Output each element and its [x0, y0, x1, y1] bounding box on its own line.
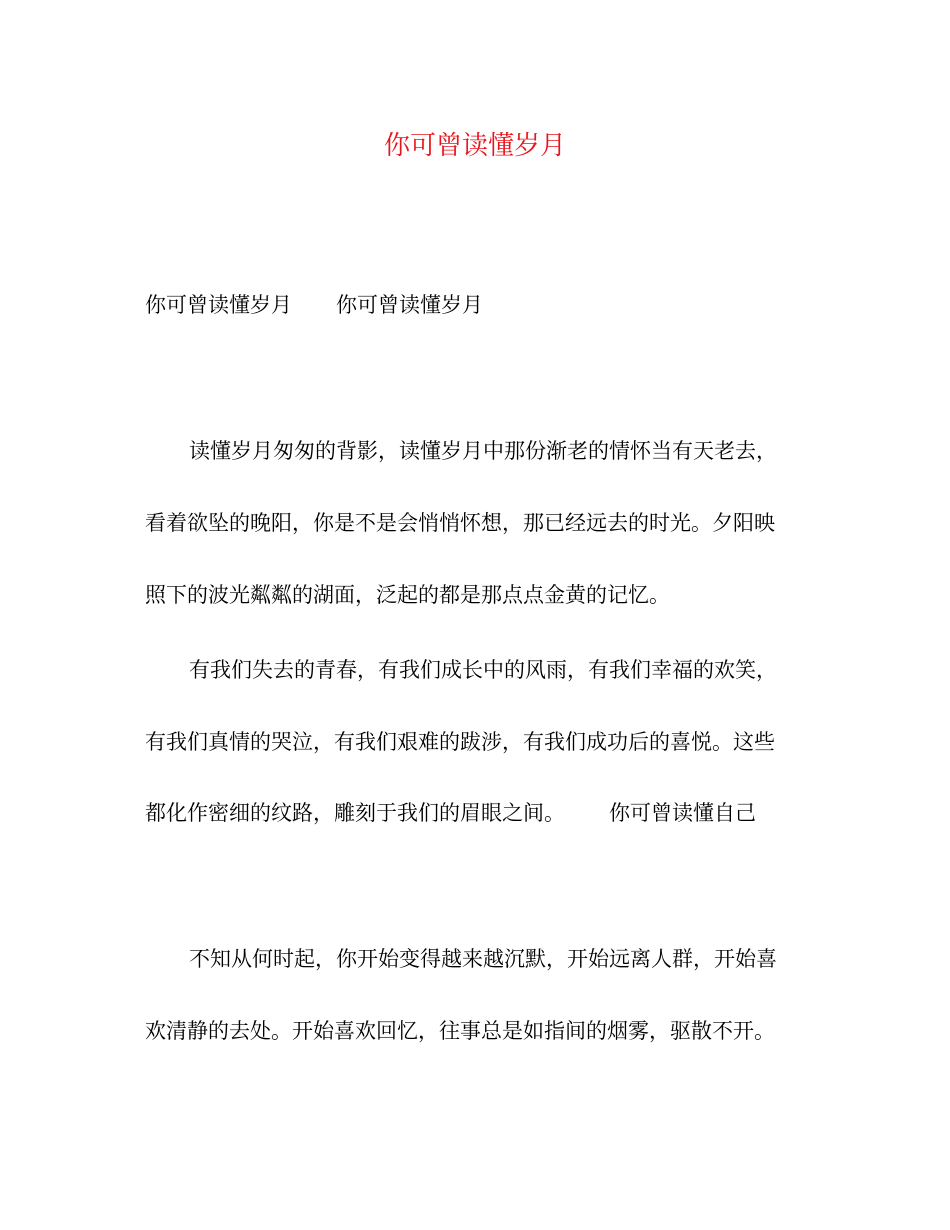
paragraph-line: 照下的波光粼粼的湖面，泛起的都是那点点金黄的记忆。	[145, 583, 670, 607]
subtitle-left: 你可曾读懂岁月	[145, 293, 292, 317]
document-title: 你可曾读懂岁月	[383, 131, 566, 161]
paragraph-line: 不知从何时起，你开始变得越来越沉默，开始远离人群，开始喜	[189, 947, 777, 971]
section-heading: 你可曾读懂自己	[609, 801, 756, 825]
paragraph-line-text: 都化作密细的纹路，雕刻于我们的眉眼之间。	[145, 801, 565, 825]
paragraph-line: 欢清静的去处。开始喜欢回忆，往事总是如指间的烟雾，驱散不开。	[145, 1019, 775, 1043]
paragraph-line: 读懂岁月匆匆的背影，读懂岁月中那份渐老的情怀当有天老去，	[189, 439, 777, 463]
paragraph-line: 有我们真情的哭泣，有我们艰难的跋涉，有我们成功后的喜悦。这些	[145, 730, 775, 754]
paragraph-line: 看着欲坠的晚阳，你是不是会悄悄怀想，那已经远去的时光。夕阳映	[145, 511, 775, 535]
paragraph-line	[145, 798, 805, 828]
paragraph-line: 有我们失去的青春，有我们成长中的风雨，有我们幸福的欢笑，	[189, 658, 777, 682]
subtitle-right: 你可曾读懂岁月	[336, 293, 483, 317]
subtitle-line	[145, 290, 805, 320]
